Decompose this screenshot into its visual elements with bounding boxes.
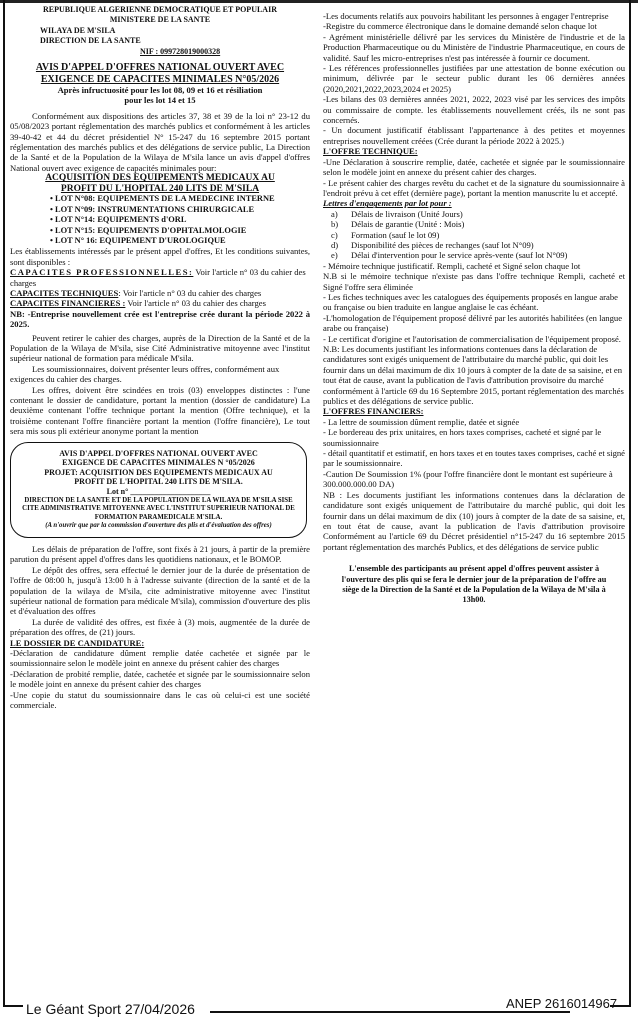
- lettre-text: Formation (sauf le lot 09): [351, 229, 440, 240]
- dossier-item: -Les bilans des 03 dernières années 2021, 2022, 2023 visé par les services des impôts ou commissaire de compte. les établissements nouvellement créés, ils ne sont pas concernés.: [323, 94, 625, 126]
- delais-paragraph: Les délais de préparation de l'offre, sont fixés à 21 jours, à partir de la première parution du présent appel d'offres dans les quotidiens nationaux, et le BOMOP.: [10, 543, 310, 565]
- lot-item: • LOT N°08: EQUIPEMENTS DE LA MEDECINE INTERNE: [50, 194, 310, 204]
- envelope-label-box: [10, 442, 307, 538]
- financiere-item: - détail quantitatif et estimatif, en hors taxes et en toutes taxes comprises, caché et signé par le soumissionnaire.: [323, 448, 625, 469]
- validite-paragraph: La durée de validité des offres, est fixée à (3) mois, augmentée de la durée de préparation des offres, de (21) jours.: [10, 616, 310, 638]
- capacites-professionnelles: [10, 267, 310, 288]
- lettre-key: b): [331, 219, 339, 230]
- lot-list: [50, 194, 310, 246]
- offre-financiere-heading: L'OFFRES FINANCIERS:: [323, 406, 424, 417]
- capacites-text: Voir l'article n° 03 du cahier des charges: [125, 298, 266, 309]
- certificat-item: - Le certificat d'origine et l'autorisation de commercialisation de l'équipement proposé.: [323, 333, 621, 344]
- box-line: PROFIT DE L'HOPITAL 240 LITS DE M'SILA.: [74, 477, 243, 487]
- header-direction: DIRECTION DE LA SANTE: [40, 36, 141, 46]
- bottom-rule: [210, 1011, 570, 1013]
- dossier-item: - Agrément ministérielle délivré par les services du Ministère de l'industrie et de la Production Pharmaceutique ou du Ministère de l'industrie Pharmaceutique, en cours de validité. Sauf les micro-entreprises n'est pas intéressée à fournir ce document.: [323, 31, 625, 63]
- depot-paragraph: Le dépôt des offres, sera effectué le dernier jour de la durée de présentation de l'offre de 08:00 h, jusqu'à 13:00 h à l'adresse suivante (direction de la santé et de la population de la wilaya de M'sila, cite administrative mitoyenne avec l'institut supérieur national de formation para médicale M'sila), commission d'ouverture des plis et d'évaluation des offres: [10, 564, 310, 617]
- header-nif: NIF : 099728019000328: [140, 46, 221, 56]
- dossier-item: - Un document justificatif établissant l'appartenance à des petites et moyennes entreprises nouvellement créées (Crée durant la période 2022 à 2025.): [323, 125, 625, 146]
- header-republique: REPUBLIQUE ALGERIENNE DEMOCRATIQUE ET POPULAIR: [43, 5, 277, 14]
- notice-title-line2: EXIGENCE DE CAPACITES MINIMALES N°05/2026: [40, 73, 280, 85]
- fiches-item: - Les fiches techniques avec les catalogues des équipements proposés en langue arabe ou française ou bien traduite en langue anglaise le cas échéant.: [323, 291, 618, 313]
- etablissements-paragraph: Les établissements intéressés par le présent appel d'offres, Et les conditions suivantes, sont disponibles :: [10, 246, 310, 267]
- notice-title-line1: AVIS D'APPEL D'OFFRES NATIONAL OUVERT AVEC: [35, 62, 285, 74]
- lettre-key: a): [331, 208, 338, 219]
- nb-financiere: NB : Les documents justifiant les informations contenues dans la déclaration de candidature sont exigés uniquement de l'attributaire du marché public, qui doit les fournir dans un délai maximum de dix (10) jours à compter de la date de sa saisine, et, en tout état de cause, avant la publication de l'avis d'attribution provisoire Conformément au l'article 69 du Décret présidentiel n°15-247 du 16 septembre 2015 portant réglementation des marchés Publics, et des délégations de service public: [323, 489, 625, 552]
- capacites-financieres: [10, 298, 310, 308]
- capacites-label: CAPACITES TECHNIQUES: [10, 287, 119, 298]
- notice-subtitle: Après infructuosité pour les lot 08, 09 et 16 et résiliation pour les lot 14 et 15: [57, 85, 263, 106]
- soumission-paragraph: Les soumissionnaires, doivent présenter leurs offres, conformément aux exigences du cahier des charges.: [10, 363, 280, 385]
- box-note: (A n'ouvrir que par la commission d'ouverture des plis et d'évaluation des offres): [45, 522, 272, 530]
- lot-item: • LOT N°14: EQUIPEMENTS d'ORL: [50, 215, 310, 225]
- closing-paragraph: L'ensemble des participants au présent appel d'offres peuvent assister à l'ouverture des plis qui se fera le dernier jour de la préparation de l'offre au siège de la Direction de la Santé et de la Population de la Wilaya de M'sila à 13h00.: [341, 564, 607, 605]
- left-frame-border: [3, 0, 5, 1006]
- lettres-heading: Lettres d'engagements par lot pour :: [323, 198, 452, 209]
- dossier-heading: LE DOSSIER DE CANDIDATURE:: [10, 637, 145, 648]
- capacites-text: : Voir l'article n° 03 du cahier des charges: [118, 287, 262, 298]
- box-lot: Lot n° ____________________: [106, 487, 211, 496]
- right-column: [323, 5, 625, 606]
- acquisition-object: ACQUISITION DES EQUIPEMENTS MEDICAUX AU PROFIT DU L'HOPITAL 240 LITS DE M'SILA: [45, 173, 275, 194]
- lot-item: • LOT N°09: INSTRUMENTATIONS CHIRURGICALE: [50, 205, 310, 215]
- lot-item: • LOT N° 16: EQUIPEMENT D'UROLOGIQUE: [50, 236, 310, 246]
- cahier-item: - Le présent cahier des charges revêtu du cachet et de la signature du soumissionnaire à l'endroit prévu à cet effet (dernière page), portant la mention manuscrite lu et accepté.: [323, 177, 625, 198]
- lettre-item: [331, 219, 625, 229]
- offre-technique-heading: L'OFFRE TECHNIQUE:: [323, 146, 418, 157]
- lettre-item: [331, 250, 625, 260]
- top-rule: [0, 0, 638, 3]
- capacites-label: CAPACITES FINANCIERES :: [10, 298, 126, 309]
- dossier-item: -Déclaration de candidature dûment remplie datée cachetée et signée par le soumissionnaire selon le modèle joint en annexe du présent cahier des charges: [10, 648, 310, 669]
- dossier-item: -Déclaration de probité remplie, datée, cachetée et signée par le soumissionnaire selon le modèle joint en annexe du présent cahier des charges: [10, 668, 310, 690]
- lettre-text: Délai d'intervention pour le service après-vente (sauf lot N°09): [351, 250, 568, 261]
- dossier-item: -Les documents relatifs aux pouvoirs habilitant les personnes à engager l'entreprise: [323, 11, 609, 21]
- lettre-item: [331, 240, 625, 250]
- lettre-item: [331, 230, 625, 240]
- lettre-text: Délais de garantie (Unité : Mois): [351, 219, 465, 230]
- header-wilaya: WILAYA DE M'SILA: [40, 25, 116, 35]
- lettre-key: c): [331, 229, 338, 240]
- memoire-item: - Mémoire technique justificatif. Rempli, cacheté et Signé selon chaque lot: [323, 260, 581, 271]
- right-frame-border: [629, 0, 631, 1006]
- capacites-label: CAPACITES PROFESSIONNELLES:: [10, 267, 194, 278]
- declaration-item: -Une Déclaration à souscrire remplie, datée, cachetée et signée par le soumissionnaire selon le modèle joint en annexe du présent cahier des charges.: [323, 156, 625, 178]
- dossier-item: -Une copie du statut du soumissionnaire dans le cas où celui-ci est une société commerciale.: [10, 689, 310, 711]
- capacites-text: Voir l'article n° 03 du cahier des charges: [10, 267, 306, 288]
- financiere-item: -Caution De Soumission 1% (pour l'offre financière dont le montant est supérieure à 300.000.000.00 DA): [323, 468, 613, 490]
- lettre-text: Délais de livraison (Unité Jours): [351, 208, 463, 219]
- lettre-text: Disponibilité des pièces de rechanges (sauf lot N°09): [351, 239, 534, 250]
- homologation-item: -L'homologation de l'équipement proposé délivré par les autorités habilitées (en langue arabe ou française): [323, 312, 623, 334]
- dossier-item: - Les références professionnelles justifiées par une attestation de bonne exécution ou minimum, délivrée par le secteur public durant les 06 dernières années (2020,2021,2022,2023,2024 et 2025): [323, 63, 625, 94]
- financiere-item: - Le bordereau des prix unitaires, en hors taxes comprises, cacheté et signé par le soumissionnaire: [323, 427, 602, 448]
- dossier-item: -Registre du commerce électronique dans le domaine demandé selon chaque lot: [323, 21, 597, 32]
- capacites-techniques: [10, 288, 310, 298]
- header-ministere: MINISTERE DE LA SANTE: [109, 15, 211, 25]
- enveloppes-paragraph: Les offres, doivent être scindées en trois (03) enveloppes distinctes : l'une contenant le dossier de candidature, portant la mention (dossier de candidature) La deuxième contenant l'offre technique portant la mention (Offre technique), et la troisième contenant l'offre financière portant la mention (l'offre financière), Le tout sera mis sous pli extérieur anonyme portant la mention: [10, 384, 310, 437]
- left-column: [10, 5, 310, 710]
- lettre-item: [331, 209, 625, 219]
- nb-documents: N.B: Les documents justifiant les informations contenues dans la déclaration de candidatures sont exigés uniquement de l'attributaire du marché public, qui doit les fournir dans un délai maximum de dix 10 jours à compter de la date de sa saisine, et en tout état de cause, avant la publication de l'avis d'attribution provisoire du marché conformément à l'article 69 du 16 Septembre 2015, portant réglementation des marchés publics et des délégations de service public.: [323, 344, 624, 407]
- bottom-rule: [3, 1005, 23, 1007]
- retrait-paragraph: Peuvent retirer le cahier des charges, auprès de la Direction de la Santé et de la Population de la Wilaya de M'sila, sise Cité Administrative mitoyenne avec l'institut supérieur national de formation para médicale M'sila.: [10, 332, 310, 364]
- intro-paragraph: Conformément aux dispositions des articles 37, 38 et 39 de la loi n° 23-12 du 05/08/2023 portant réglementation des marchés publics et conformément à les articles 39-40-42 et 44 du décret présidentiel N° 15-247 du 16 septembre 2015 portant réglementation des marchés publics et des délégations de service public, La Direction de la Santé et de la Population de la Wilaya de M'sila lance un avis d'appel d'offres National ouvert avec exigence de capacités minimales pour:: [10, 110, 310, 173]
- box-address: DIRECTION DE LA SANTE ET DE LA POPULATION DE LA WILAYA DE M'SILA SISE CITE ADMINISTRATIVE MITOYENNE AVEC L'INSTITUT SUPERIEUR NATIONAL DE FORMATION PARAMEDICALE M'SILA.: [22, 496, 295, 521]
- box-line: EXIGENCE DE CAPACITES MINIMALES N °05/2026: [62, 458, 255, 468]
- nb-entreprise: NB: -Entreprise nouvellement crée est l'entreprise crée durant la période 2022 à 2025.: [10, 308, 310, 330]
- lettre-key: e): [331, 250, 338, 261]
- box-line: AVIS D'APPEL D'OFFRES NATIONAL OUVERT AVEC: [59, 448, 258, 458]
- lettres-list: [331, 209, 625, 261]
- box-line: PROJET: ACQUISITION DES EQUIPEMENTS MEDICAUX AU: [44, 467, 273, 477]
- lettre-key: d): [331, 239, 339, 250]
- publication-footer: Le Géant Sport 27/04/2026: [26, 1001, 195, 1017]
- financiere-item: - La lettre de soumission dûment remplie, datée et signée: [323, 416, 520, 427]
- anep-reference: ANEP 2616014967: [506, 996, 618, 1011]
- lot-item: • LOT N°15: EQUIPEMENTS D'OPHTALMOLOGIE: [50, 226, 310, 236]
- nb-memoire: N.B si le mémoire technique n'existe pas dans l'offre technique Rempli, cacheté et Signé l'offre sera éliminée: [323, 271, 625, 292]
